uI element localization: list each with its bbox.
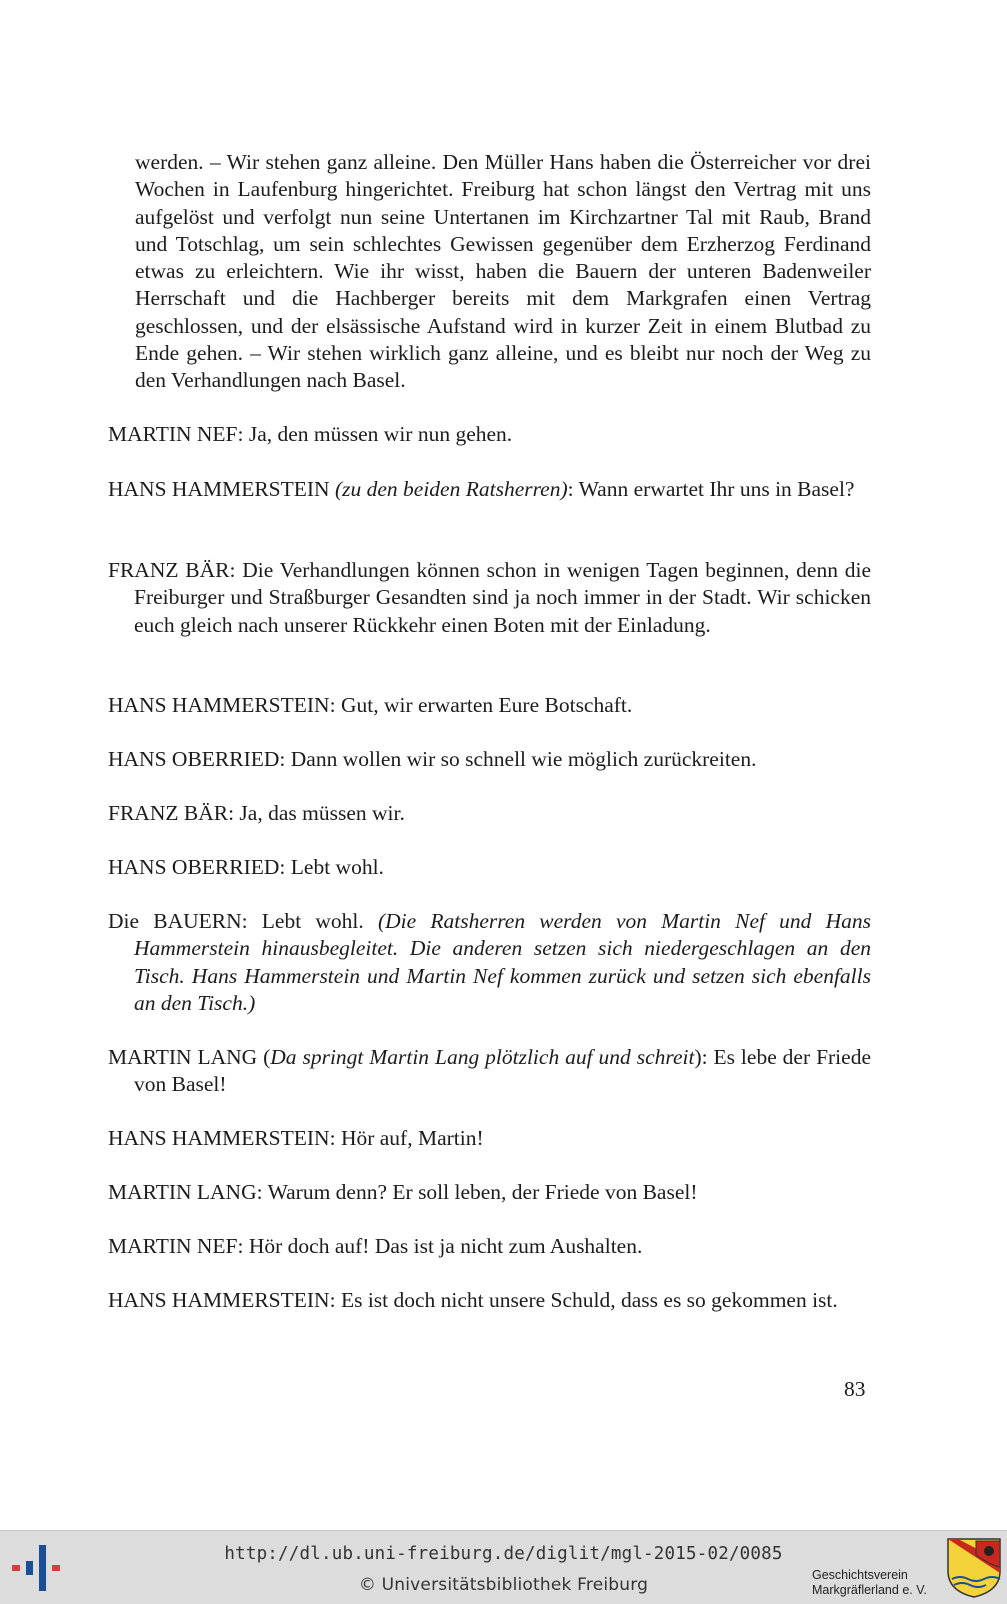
dialogue-text: Es ist doch nicht unsere Schuld, dass es so gekommen ist. <box>335 1288 838 1312</box>
dialogue-text: Lebt wohl. <box>247 909 378 933</box>
speaker-name: HANS HAMMERSTEIN: <box>108 1288 336 1312</box>
speaker-name: FRANZ BÄR: <box>108 801 235 825</box>
dialogue-text: Lebt wohl. <box>285 855 384 879</box>
speaker-name: MARTIN NEF: <box>108 422 244 446</box>
dialogue-text: : Wann erwartet Ihr uns in Basel? <box>567 477 855 501</box>
dialogue-line <box>108 421 871 448</box>
dialogue-text: ( <box>257 1045 271 1069</box>
dialogue-line <box>108 854 871 881</box>
speaker-name: Die BAUERN: <box>108 909 248 933</box>
paragraph-text: werden. – Wir stehen ganz alleine. Den Müller Hans haben die Österreicher vor drei Wochen in Laufenburg hingerichtet. Freiburg hat schon längst den Vertrag mit uns aufgelöst und verfolgt nun seine Untertanen im Kirchzartner Tal mit Raub, Brand und Totschlag, um sein schlechtes Gewissen gegenüber dem Erzherzog Ferdinand etwas zu erleichtern. Wie ihr wisst, haben die Bauern der unteren Badenweiler Herrschaft und die Hachberger bereits mit dem Markgrafen einen Vertrag geschlossen, und der elsässische Aufstand wird in kurzer Zeit in einem Blutbad zu Ende gehen. – Wir stehen wirklich ganz alleine, und es bleibt nur noch der Weg zu den Verhandlungen nach Basel. <box>135 150 871 393</box>
society-name-line1: Geschichtsverein <box>812 1568 908 1582</box>
dialogue-line <box>108 1287 871 1314</box>
dialogue-line <box>108 1179 871 1206</box>
dialogue-text: Ja, den müssen wir nun gehen. <box>243 422 513 446</box>
dialogue-text: ): Es lebe der Friede von Basel! <box>134 1045 871 1097</box>
dialogue-text: Dann wollen wir so schnell wie möglich zurückreiten. <box>285 747 757 771</box>
dialogue-line <box>108 1125 871 1152</box>
dialogue-line <box>108 1044 871 1099</box>
speaker-name: HANS HAMMERSTEIN <box>108 477 330 501</box>
dialogue-line <box>108 800 871 827</box>
stage-direction: Da springt Martin Lang plötzlich auf und schreit <box>270 1045 695 1069</box>
footer-bar <box>0 1530 1007 1604</box>
stage-direction: (Die Ratsherren werden von Martin Nef und Hans Hammerstein hinausbegleitet. Die anderen setzen sich niedergeschlagen an den Tisch. Hans Hammerstein und Martin Nef kommen zurück und setzen sich ebenfalls an den Tisch.) <box>134 909 871 1015</box>
society-name-line2: Markgräflerland e. V. <box>812 1583 927 1597</box>
dialogue-text: Warum denn? Er soll leben, der Friede von Basel! <box>262 1180 698 1204</box>
speaker-name: HANS HAMMERSTEIN: <box>108 693 336 717</box>
speaker-name: MARTIN LANG: <box>108 1180 263 1204</box>
dialogue-line <box>108 1233 871 1260</box>
dialogue-text: Die Verhandlungen können schon in wenigen Tagen beginnen, denn die Freiburger und Straßburger Gesandten sind ja noch immer in der Stadt. Wir schicken euch gleich nach unserer Rückkehr einen Boten mit der Einladung. <box>134 558 871 637</box>
markgraeflerland-crest-icon[interactable] <box>946 1537 1002 1599</box>
page-number: 83 <box>844 1377 866 1401</box>
dialogue-line <box>108 476 871 503</box>
society-name <box>812 1568 942 1598</box>
dialogue-line <box>108 557 871 639</box>
dialogue-text: Hör auf, Martin! <box>335 1126 484 1150</box>
speaker-name: HANS OBERRIED: <box>108 747 286 771</box>
dialogue-text: Gut, wir erwarten Eure Botschaft. <box>335 693 633 717</box>
paragraph-continuation <box>135 149 871 395</box>
speaker-name: HANS OBERRIED: <box>108 855 286 879</box>
stage-direction: (zu den beiden Ratsherren) <box>329 477 568 501</box>
speaker-name: HANS HAMMERSTEIN: <box>108 1126 336 1150</box>
copyright-notice: © Universitätsbibliothek Freiburg <box>358 1575 649 1595</box>
dialogue-line <box>108 908 871 1017</box>
speaker-name: MARTIN NEF: <box>108 1234 244 1258</box>
dialogue-line <box>108 692 871 719</box>
speaker-name: MARTIN LANG <box>108 1045 258 1069</box>
dialogue-text: Hör doch auf! Das ist ja nicht zum Aushalten. <box>243 1234 643 1258</box>
permalink-url[interactable]: http://dl.ub.uni-freiburg.de/diglit/mgl-2015-02/0085 <box>224 1544 783 1564</box>
dialogue-line <box>108 746 871 773</box>
dialogue-text: Ja, das müssen wir. <box>234 801 405 825</box>
speaker-name: FRANZ BÄR: <box>108 558 236 582</box>
